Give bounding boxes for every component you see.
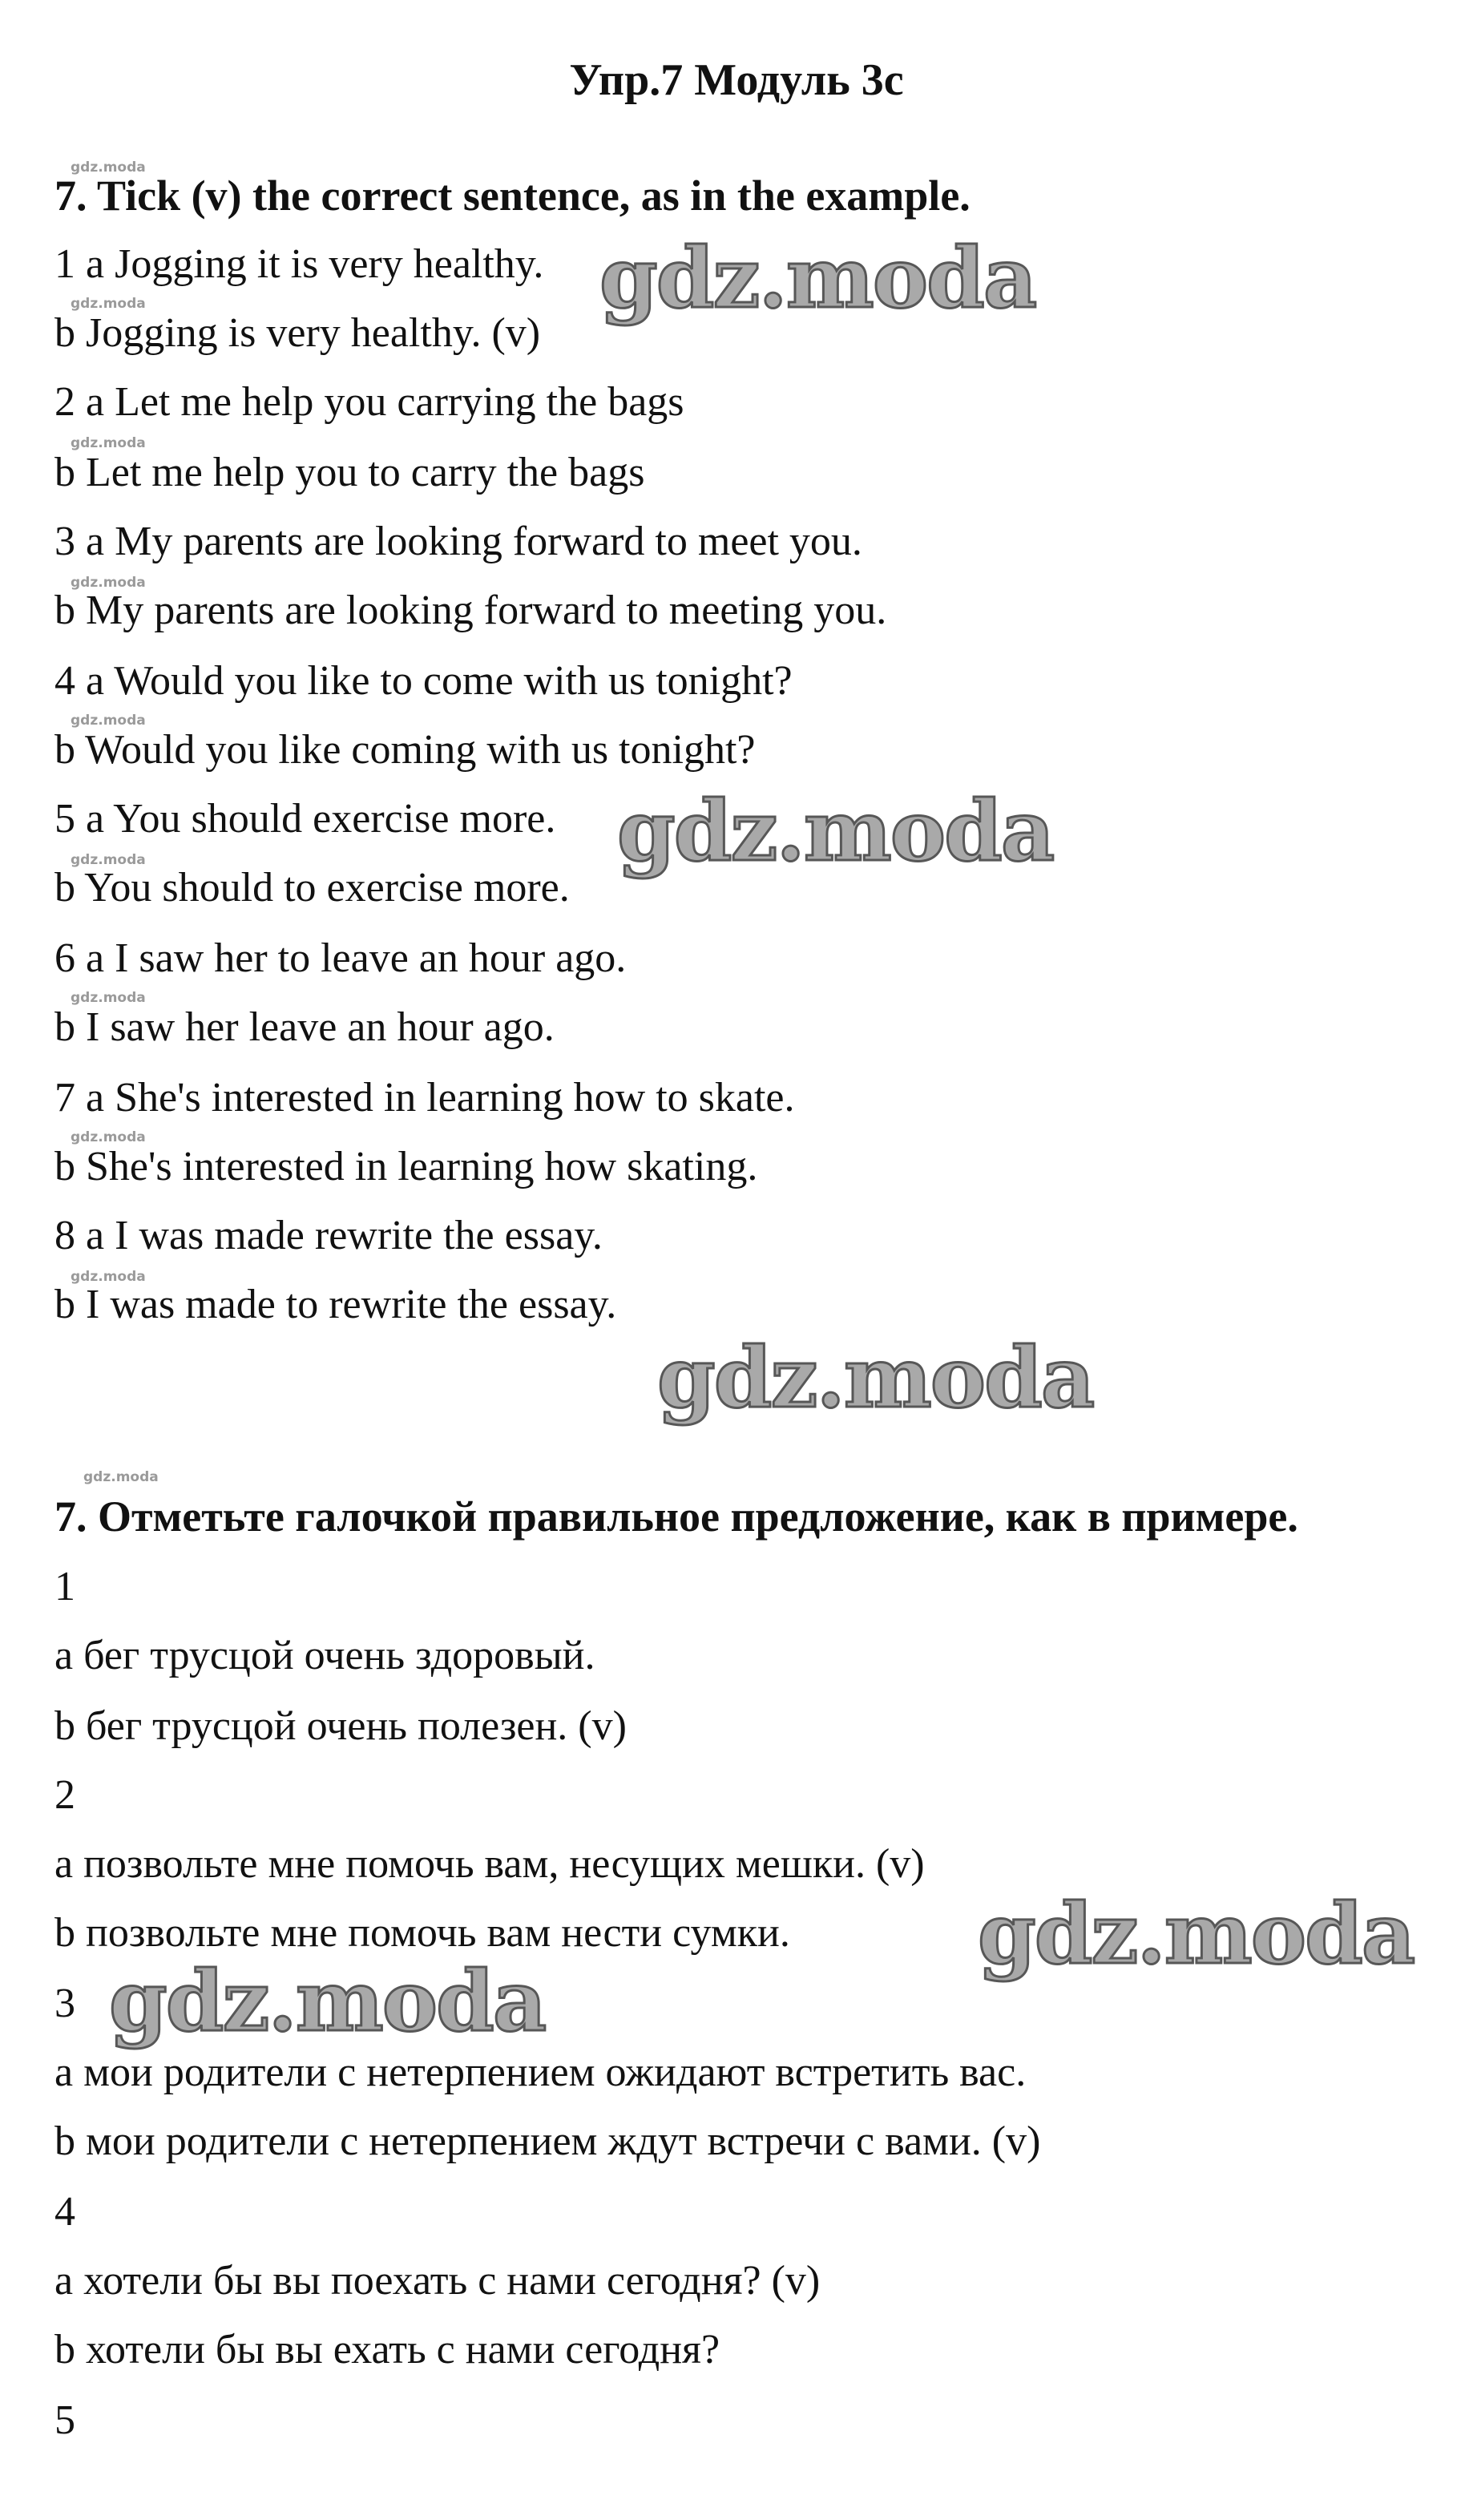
russian-line: 2 xyxy=(54,1772,75,1818)
russian-line: 5 xyxy=(54,2397,75,2443)
english-line: b I saw her leave an hour ago. xyxy=(54,1004,555,1050)
russian-line: a хотели бы вы поехать с нами сегодня? (v) xyxy=(54,2258,821,2304)
english-heading: 7. Tick (v) the correct sentence, as in the example. xyxy=(54,172,971,220)
english-line: b Let me help you to carry the bags xyxy=(54,450,645,495)
english-line: 8 a I was made rewrite the essay. xyxy=(54,1213,603,1258)
russian-line: b бег трусцой очень полезен. (v) xyxy=(54,1703,627,1749)
english-line: 1 a Jogging it is very healthy. xyxy=(54,241,544,287)
english-line: 4 a Would you like to come with us tonight? xyxy=(54,658,793,704)
english-line: 6 a I saw her to leave an hour ago. xyxy=(54,935,627,981)
english-line: b My parents are looking forward to meeting you. xyxy=(54,588,887,633)
english-line: 2 a Let me help you carrying the bags xyxy=(54,379,684,425)
russian-line: b мои родители с нетерпением ждут встречи с вами. (v) xyxy=(54,2118,1041,2164)
russian-line: 4 xyxy=(54,2189,75,2235)
russian-line: 1 xyxy=(54,1564,75,1609)
watermark-small: gdz.moda xyxy=(71,1269,146,1285)
watermark-small: gdz.moda xyxy=(83,1469,159,1485)
watermark-small: gdz.moda xyxy=(71,575,146,591)
english-line: 3 a My parents are looking forward to meet you. xyxy=(54,519,862,564)
page-title: Упр.7 Модуль 3с xyxy=(569,55,904,105)
watermark-logo: gdz.moda xyxy=(657,1328,1094,1427)
russian-heading: 7. Отметьте галочкой правильное предложение, как в примере. xyxy=(54,1492,1298,1541)
watermark-small: gdz.moda xyxy=(71,296,146,312)
watermark-small: gdz.moda xyxy=(71,1129,146,1145)
english-line: 5 a You should exercise more. xyxy=(54,796,556,842)
watermark-small: gdz.moda xyxy=(71,990,146,1006)
russian-line: b позвольте мне помочь вам нести сумки. xyxy=(54,1910,790,1956)
russian-line: a позвольте мне помочь вам, несущих мешки. (v) xyxy=(54,1841,925,1887)
english-line: b She's interested in learning how skating. xyxy=(54,1144,758,1189)
russian-line: a мои родители с нетерпением ожидают встретить вас. xyxy=(54,2050,1027,2095)
watermark-small: gdz.moda xyxy=(71,852,146,868)
watermark-small: gdz.moda xyxy=(71,713,146,729)
english-line: b You should to exercise more. xyxy=(54,865,570,911)
english-line: b I was made to rewrite the essay. xyxy=(54,1282,617,1327)
watermark-small: gdz.moda xyxy=(71,160,146,176)
english-line: b Would you like coming with us tonight? xyxy=(54,727,756,773)
watermark-logo: gdz.moda xyxy=(978,1884,1414,1983)
russian-line: b хотели бы вы ехать с нами сегодня? xyxy=(54,2327,720,2373)
watermark-logo: gdz.moda xyxy=(617,781,1054,880)
watermark-logo: gdz.moda xyxy=(599,228,1036,327)
watermark-small: gdz.moda xyxy=(71,435,146,451)
english-line: b Jogging is very healthy. (v) xyxy=(54,310,541,356)
watermark-logo: gdz.moda xyxy=(109,1952,546,2050)
russian-line: a бег трусцой очень здоровый. xyxy=(54,1633,595,1678)
russian-line: 3 xyxy=(54,1981,75,2026)
english-line: 7 a She's interested in learning how to skate. xyxy=(54,1075,795,1121)
